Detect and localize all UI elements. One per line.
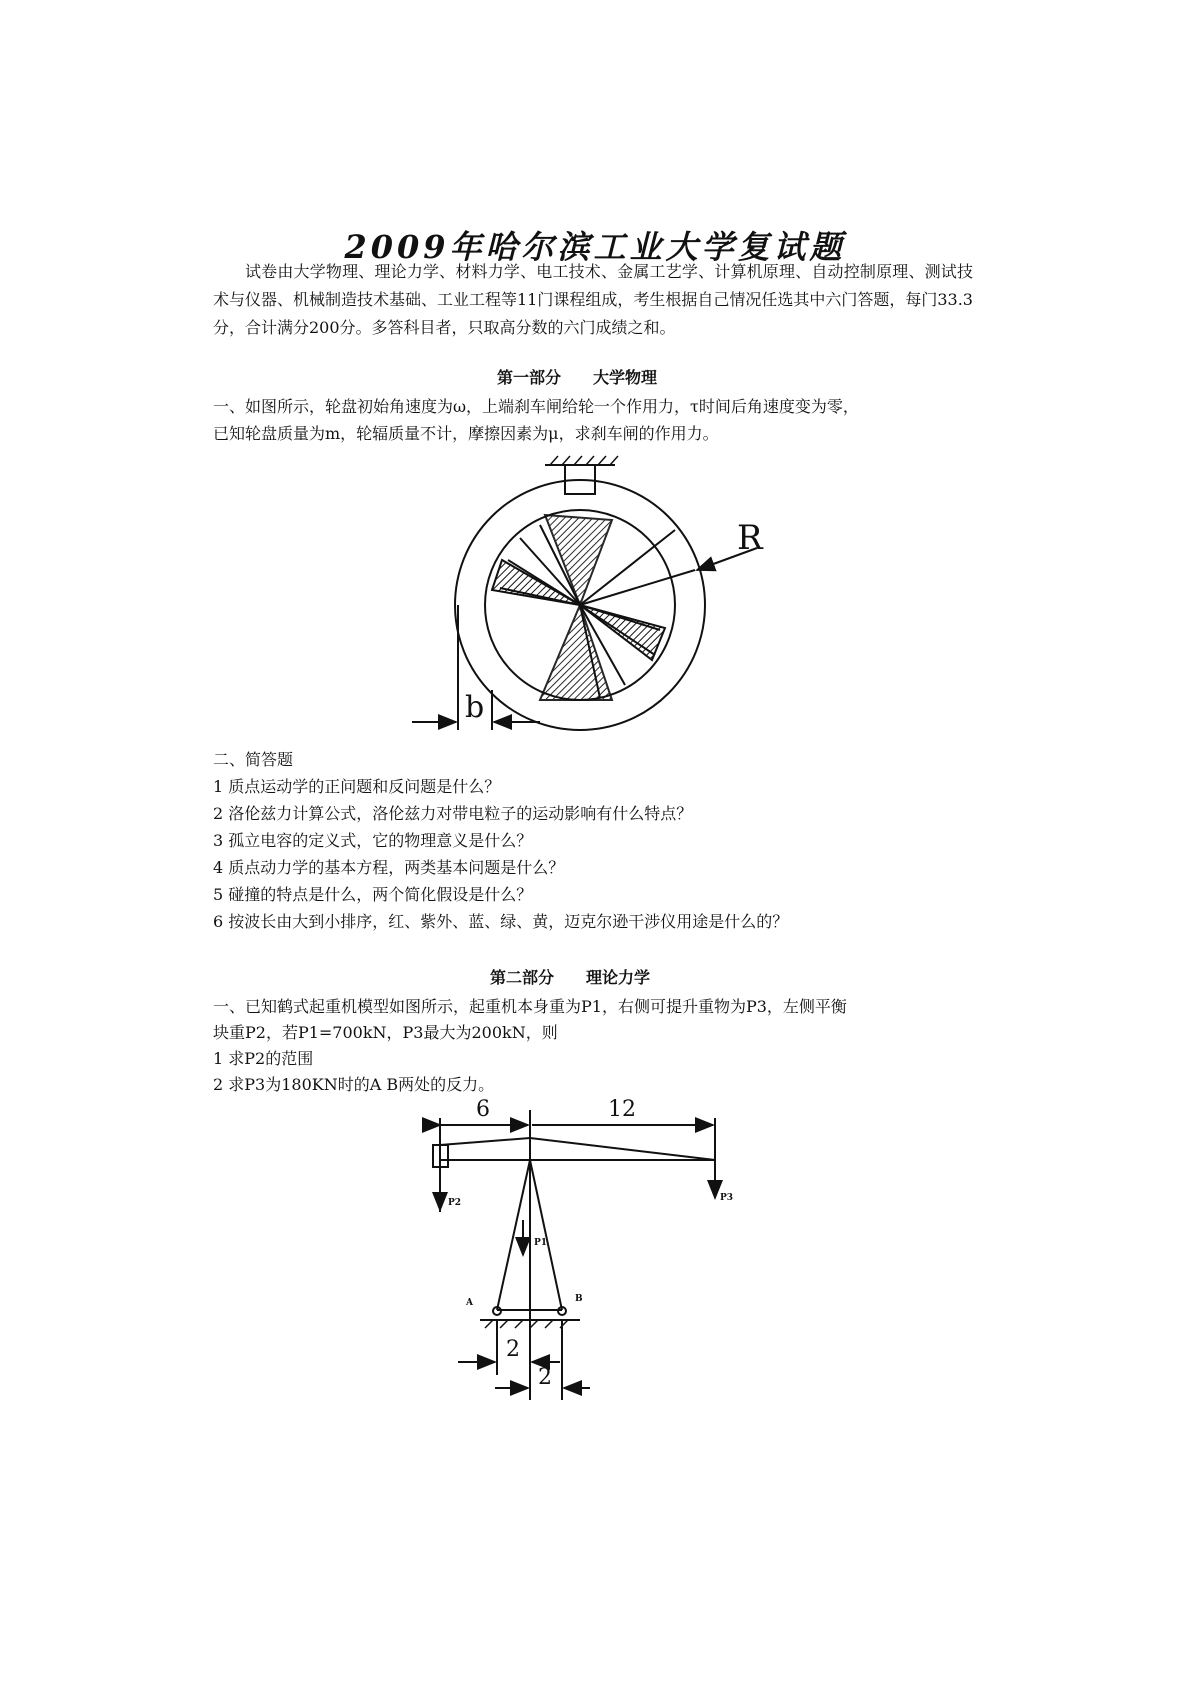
radius-label: R — [737, 518, 763, 558]
q2-item: 3 孤立电容的定义式，它的物理意义是什么？ — [213, 831, 533, 850]
page-title: 2009年哈尔滨工业大学复试题 — [344, 228, 846, 266]
p1-label: P1 — [534, 1238, 548, 1248]
q2-item: 2 洛伦兹力计算公式，洛伦兹力对带电粒子的运动影响有什么特点？ — [213, 804, 693, 823]
part2-heading: 第二部分 理论力学 — [490, 968, 651, 987]
dim-12: 12 — [608, 1097, 636, 1122]
part1-q1-line1: 一、如图所示，轮盘初始角速度为ω，上端刹车闸给轮一个作用力，τ时间后角速度变为零， — [213, 397, 859, 416]
q2-item: 6 按波长由大到小排序，红、紫外、蓝、绿、黄，迈克尔逊干涉仪用途是什么的？ — [213, 912, 789, 931]
gap-label: b — [465, 690, 485, 725]
part2-q1-line1: 一、已知鹤式起重机模型如图所示，起重机本身重为P1，右侧可提升重物为P3，左侧平衡 — [213, 997, 847, 1016]
p3-label: P3 — [720, 1193, 734, 1203]
support-b-label: B — [575, 1294, 583, 1304]
intro-paragraph: 试卷由大学物理、理论力学、材料力学、电工技术、金属工艺学、计算机原理、自动控制原理、测试技术与仪器、机械制造技术基础、工业工程等11门课程组成，考生根据自己情况任选其中六门答题，每门33.3分，合计满分200分。多答科目者，只取高分数的六门成绩之和。 — [213, 262, 973, 337]
q2-item: 5 碰撞的特点是什么，两个简化假设是什么？ — [213, 885, 533, 904]
dim-2a: 2 — [506, 1337, 520, 1362]
wheel-figure — [412, 456, 757, 730]
part2-sub2: 2 求P3为180KN时的A B两处的反力。 — [213, 1075, 495, 1094]
dim-2b: 2 — [538, 1365, 552, 1390]
support-a-label: A — [466, 1298, 473, 1308]
part2-q1-line2: 块重P2，若P1=700kN，P3最大为200kN，则 — [213, 1023, 558, 1042]
part2-sub1: 1 求P2的范围 — [213, 1049, 314, 1068]
q2-item: 4 质点动力学的基本方程，两类基本问题是什么？ — [213, 858, 565, 877]
p2-label: P2 — [448, 1198, 462, 1208]
part1-q2-heading: 二、简答题 — [213, 750, 294, 769]
q2-item: 1 质点运动学的正问题和反问题是什么？ — [213, 777, 501, 796]
part1-q1-line2: 已知轮盘质量为m，轮辐质量不计，摩擦因素为μ，求刹车闸的作用力。 — [213, 424, 719, 443]
part1-heading: 第一部分 大学物理 — [497, 368, 658, 387]
dim-6: 6 — [476, 1097, 490, 1122]
crane-figure — [433, 1110, 715, 1400]
